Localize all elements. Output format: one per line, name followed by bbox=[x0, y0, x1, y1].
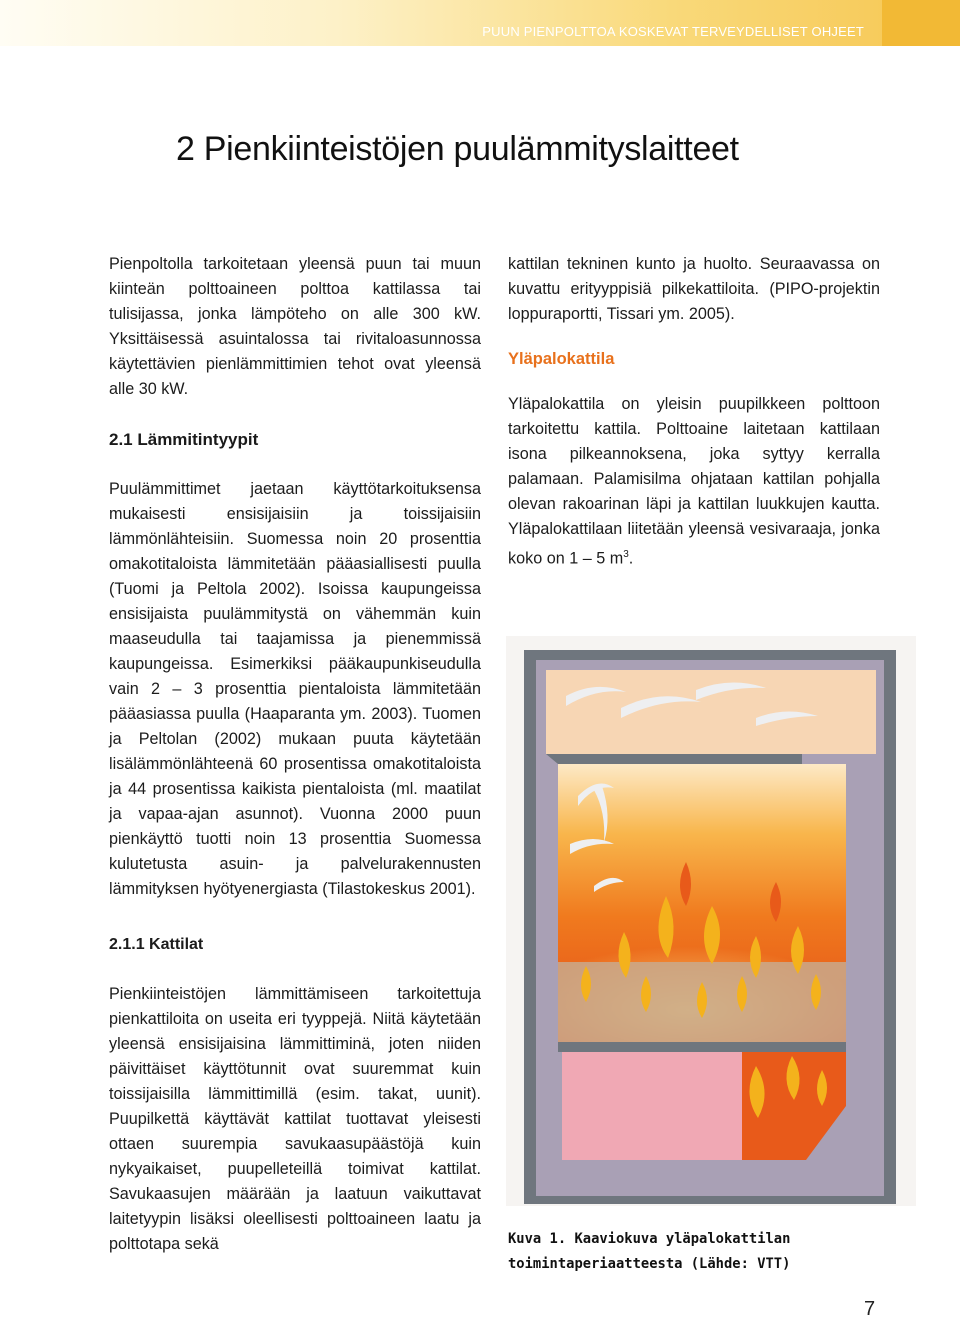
grate bbox=[558, 1042, 846, 1052]
ash-box bbox=[562, 1052, 742, 1160]
running-title: PUUN PIENPOLTTOA KOSKEVAT TERVEYDELLISET OHJEET bbox=[482, 24, 864, 39]
subsection-heading-2-1-1: 2.1.1 Kattilat bbox=[109, 936, 204, 953]
boiler-text-end: . bbox=[628, 549, 634, 568]
boiler-diagram-svg bbox=[506, 636, 916, 1206]
section-heading-2-1: 2.1 Lämmitintyypit bbox=[109, 430, 259, 449]
figure-caption: Kuva 1. Kaaviokuva yläpalokattilan toimintaperiaatteesta (Lähde: VTT) bbox=[508, 1231, 791, 1272]
header-tab bbox=[882, 0, 960, 46]
baffle-plate bbox=[546, 754, 846, 764]
right-column bbox=[508, 252, 880, 571]
boiler-paragraph bbox=[508, 392, 880, 571]
intro-paragraph: Pienpoltolla tarkoitetaan yleensä puun tai muun kiinteän polttoaineen polttoa kattilassa tai tulisijassa, jonka lämpöteho on alle 300 kW. Yksittäisessä asuintalossa tai rivitaloasunnossa käytettävien pienlämmittimien tehot ovat yleensä alle 30 kW. bbox=[109, 255, 481, 398]
superscript-3: 3 bbox=[623, 549, 629, 560]
header-band bbox=[0, 0, 960, 46]
boiler-text: Yläpalokattila on yleisin puupilkkeen polttoon tarkoitettu kattila. Polttoaine laitetaan kattilaan isona pilkeannoksena, joka syttyy kerralla palamaan. Palamisilma ohjataan kattilan pohjalla olevan rakoarinan läpi ja kattilan luukkujen kautta. Yläpalokattilaan liitetään yleensä vesivaraaja, jonka koko on 1 – 5 m bbox=[508, 395, 880, 568]
left-column bbox=[109, 252, 481, 1257]
boiler-diagram bbox=[506, 636, 916, 1206]
chapter-title: 2 Pienkiinteistöjen puulämmityslaitteet bbox=[176, 130, 739, 168]
section-paragraph: Puulämmittimet jaetaan käyttötarkoituksensa mukaisesti ensisijaisiin ja toissijaisiin lämmönlähteisiin. Suomessa noin 20 prosenttia omakotitaloista lämmitetään pääasiallisesti puulla (Tuomi ja Peltola 2002). Isoissa kaupungeissa ensisijaista puulämmitystä on vähemmän kuin maaseudulla tai taajamissa ja pienemmissä kaupungeissa. Esimerkiksi pääkaupunkiseudulla vain 2 – 3 prosenttia pientaloista lämmitetään pääasiassa puulla (Haaparanta ym. 2003). Tuomen ja Peltolan (2002) mukaan puuta käytetään lisälämmönlähteenä 60 prosentissa omakotitaloista ja 44 prosentissa kaikista pientaloista (ml. maatilat ja vapaa-ajan asunnot). Vuonna 2000 puun pienkäyttö tuotti noin 13 prosenttia Suomessa kulutetusta asuin- ja palvelurakennusten lämmityksen hyötyenergiasta (Tilastokeskus 2001). bbox=[109, 480, 481, 898]
page-number: 7 bbox=[864, 1298, 876, 1320]
subsection-paragraph: Pienkiinteistöjen lämmittämiseen tarkoitettuja pienkattiloita on useita eri tyyppejä. Niitä käytetään yleensä ensisijaisina lämmittiminä, joten niiden päivittäiset käyttötunnit ovat suuremmat kuin toissijaisilla lämmittimillä (esim. takat, uunit). Puupilkettä käyttävät kattilat tuottavat yleisesti ottaen suurempia savukaasupäästöjä kuin nykyaikaiset, puupelleteillä toimivat kattilat. Savukaasujen määrään ja laatuun vaikuttavat laitetyypin lisäksi oleellisesti polttoaineen laatu ja polttotapa sekä bbox=[109, 985, 481, 1253]
boiler-heading: Yläpalokattila bbox=[508, 350, 615, 368]
continuation-paragraph: kattilan tekninen kunto ja huolto. Seuraavassa on kuvattu erityyppisiä pilkekattiloita. (PIPO-projektin loppuraportti, Tissari ym. 2005). bbox=[508, 255, 880, 323]
flue-gas-channel bbox=[546, 670, 876, 754]
